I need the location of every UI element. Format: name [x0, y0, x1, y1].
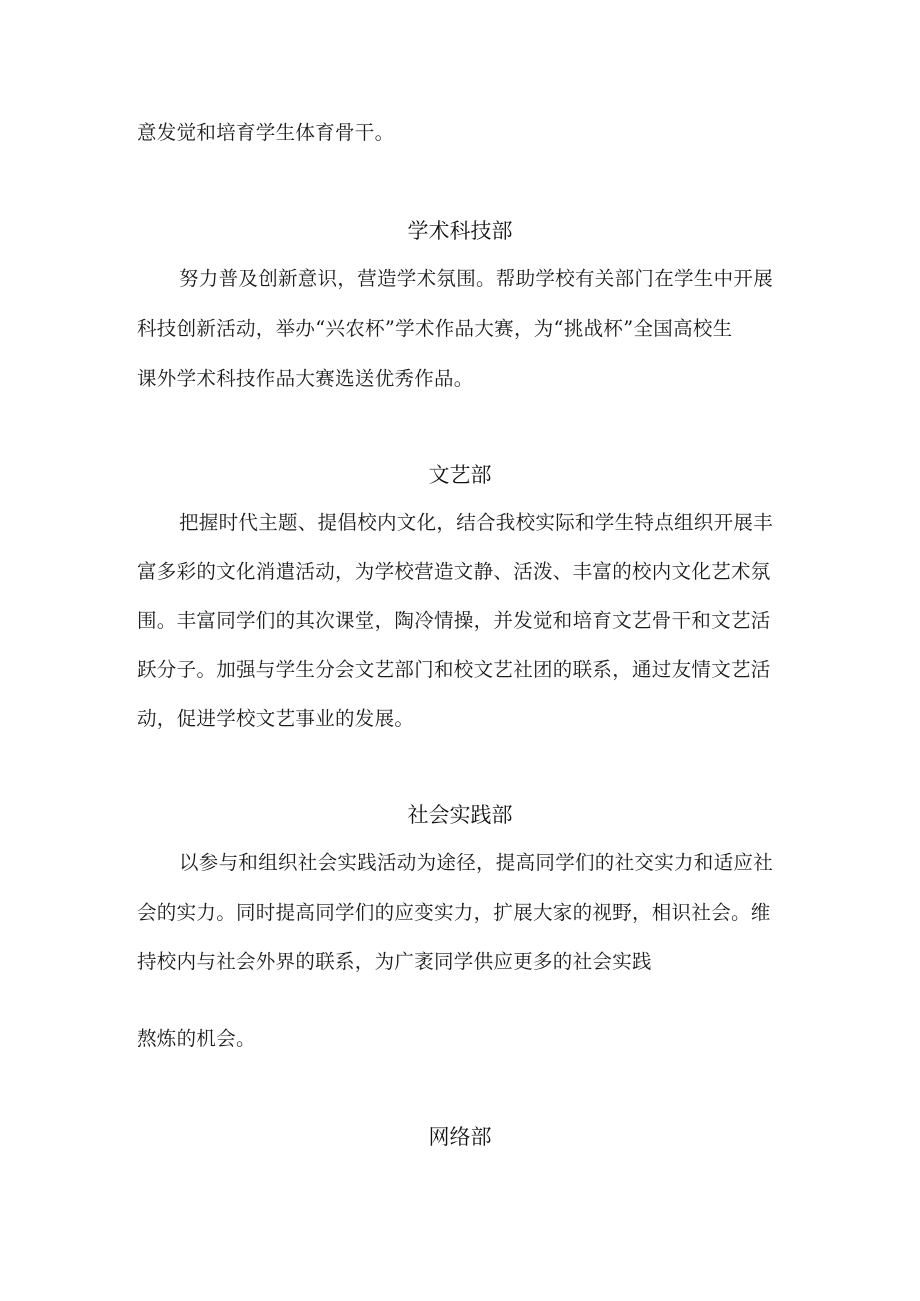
paragraph-line: 努力普及创新意识，营造学术氛围。帮助学校有关部门在学生中开展: [179, 267, 774, 290]
paragraph-line: 以参与和组织社会实践活动为途径，提高同学们的社交实力和适应社: [179, 851, 774, 874]
paragraph-line: 把握时代主题、提倡校内文化，结合我校实际和学生特点组织开展丰: [179, 511, 774, 534]
paragraph-line: 持校内与社会外界的联系，为广袤同学供应更多的社会实践: [137, 950, 652, 973]
paragraph-line: 富多彩的文化消遣活动，为学校营造文静、活泼、丰富的校内文化艺术氛: [137, 560, 771, 583]
section-heading-social-practice: 社会实践部: [407, 803, 513, 827]
paragraph-line: 跃分子。加强与学生分会文艺部门和校文艺社团的联系，通过友情文艺活: [137, 658, 771, 681]
section-heading-arts: 文艺部: [428, 463, 492, 487]
paragraph-line: 熬炼的机会。: [137, 1027, 256, 1050]
paragraph-line: 科技创新活动，举办“兴农杯”学术作品大赛，为“挑战杯”全国高校生: [137, 317, 733, 340]
opening-line: 意发觉和培育学生体育骨干。: [137, 121, 395, 144]
section-heading-academic-tech: 学术科技部: [407, 219, 513, 243]
section-heading-network: 网络部: [428, 1125, 492, 1149]
paragraph-line: 围。丰富同学们的其次课堂，陶冷情操，并发觉和培育文艺骨干和文艺活: [137, 609, 771, 632]
paragraph-line: 会的实力。同时提高同学们的应变实力，扩展大家的视野，相识社会。维: [137, 901, 771, 924]
paragraph-line: 动，促进学校文艺事业的发展。: [137, 707, 415, 730]
paragraph-line: 课外学术科技作品大赛选送优秀作品。: [137, 367, 474, 390]
